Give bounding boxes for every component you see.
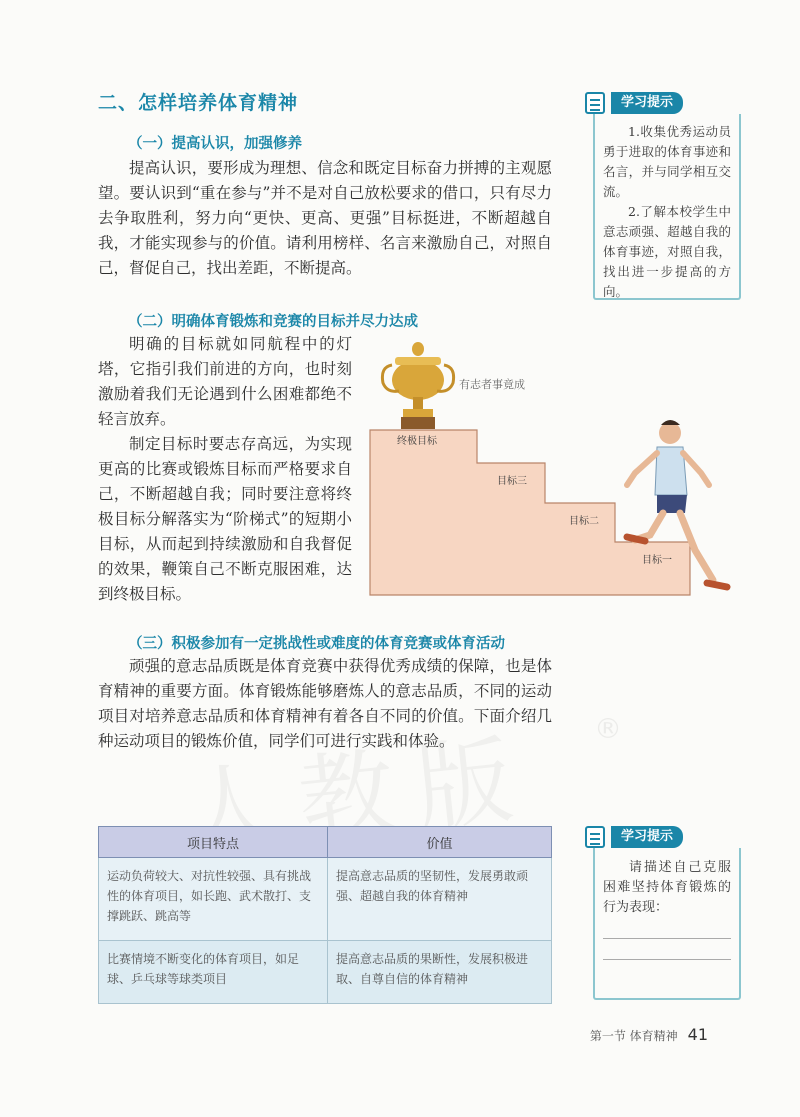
- answer-line: [603, 959, 731, 960]
- part3-paragraph: 顽强的意志品质既是体育竞赛中获得优秀成绩的保障，也是体育精神的重要方面。体育锻炼能够磨炼人的意志品质，不同的运动项目对培养意志品质和体育精神有着各自不同的价值。下面介绍几种运动项目的锻炼价值，同学们可进行实践和体验。: [98, 657, 552, 750]
- study-tip-box-1: [585, 92, 741, 300]
- part1-paragraph: 提高认识，要形成为理想、信念和既定目标奋力拼搏的主观愿望。要认识到“重在参与”并不是对自己放松要求的借口，只有尽力去争取胜利，努力向“更快、更高、更强”目标挺进，不断超越自我，才能实现参与的价值。请利用榜样、名言来激励自己，对照自己，督促自己，找出差距，不断提高。: [98, 159, 552, 277]
- table-row: [99, 858, 552, 941]
- illustration-caption: 有志者事竟成: [459, 378, 525, 391]
- tip-header: [585, 826, 741, 848]
- part3-title: （三）积极参加有一定挑战性或难度的体育竞赛或体育活动: [128, 636, 505, 652]
- tip-label: 学习提示: [611, 826, 683, 848]
- table-cell: 提高意志品质的坚韧性，发展勇敢顽强、超越自我的体育精神: [328, 858, 552, 941]
- notebook-icon: [585, 826, 605, 848]
- step-label-final: 终极目标: [397, 436, 437, 447]
- table-header-features: 项目特点: [99, 827, 328, 858]
- tip-item-1: 1.收集优秀运动员勇于进取的体育事迹和名言，并与同学相互交流。: [603, 124, 731, 199]
- part2-paragraph-2: 制定目标时要志存高远，为实现更高的比赛或锻炼目标而严格要求自己，不断超越自我；同时要注意将终极目标分解落实为“阶梯式”的短期小目标，从而起到持续激励和自我督促的效果，鞭策自己不断克服困难，达到终极目标。: [98, 435, 352, 603]
- tip-prompt: 请描述自己克服困难坚持体育锻炼的行为表现：: [603, 860, 731, 915]
- tip-label: 学习提示: [611, 92, 683, 114]
- table-header-row: [99, 827, 552, 858]
- part1-title: （一）提高认识，加强修养: [128, 136, 302, 152]
- notebook-icon: [585, 92, 605, 114]
- study-tip-box-2: [585, 826, 741, 1000]
- table-row: [99, 941, 552, 1004]
- part2-paragraph-1: 明确的目标就如同航程中的灯塔，它指引我们前进的方向，也时刻激励着我们无论遇到什么困难都绝不轻言放弃。: [98, 335, 352, 428]
- footer-section: 第一节 体育精神: [589, 1029, 678, 1043]
- tip-body: [593, 848, 741, 1000]
- page-footer: [590, 1025, 708, 1044]
- tip-item-2: 2.了解本校学生中意志顽强、超越自我的体育事迹，对照自我，找出进一步提高的方向。: [603, 204, 731, 299]
- goal-staircase-illustration: [365, 335, 745, 603]
- sports-value-table: [98, 826, 552, 1004]
- trophy-icon: [382, 342, 453, 429]
- table-cell: 提高意志品质的果断性，发展积极进取、自尊自信的体育精神: [328, 941, 552, 1004]
- section-title: 二、怎样培养体育精神: [98, 92, 299, 114]
- table-cell: 运动负荷较大、对抗性较强、具有挑战性的体育项目，如长跑、武术散打、支撑跳跃、跳高等: [99, 858, 328, 941]
- answer-line: [603, 938, 731, 939]
- step-label-1: 目标一: [642, 555, 672, 566]
- part2-title: （二）明确体育锻炼和竞赛的目标并尽力达成: [128, 314, 418, 330]
- staircase-shape: [370, 430, 690, 595]
- tip-header: [585, 92, 741, 114]
- tip-body: [593, 114, 741, 300]
- registered-mark-icon: ®: [594, 712, 622, 745]
- step-label-3: 目标三: [497, 476, 527, 487]
- table-cell: 比赛情境不断变化的体育项目，如足球、乒乓球等球类项目: [99, 941, 328, 1004]
- page-number: 41: [687, 1025, 708, 1044]
- step-label-2: 目标二: [569, 516, 599, 527]
- table-header-value: 价值: [328, 827, 552, 858]
